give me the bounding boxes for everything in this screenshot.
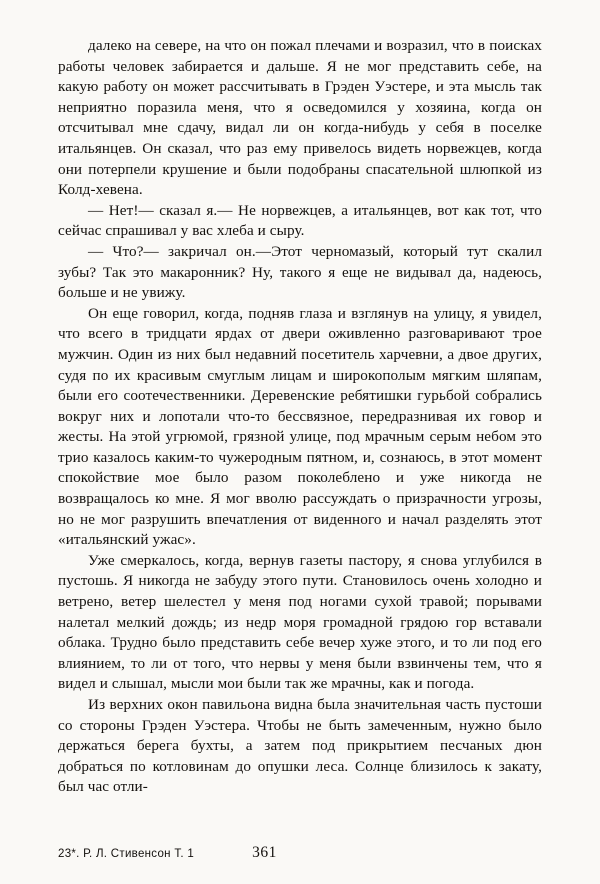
paragraph: Уже смеркалось, когда, вернув газеты пастору, я снова углубился в пустошь. Я никогда не забуду этого пути. Становилось очень холодно и ветрено, ветер шелестел у меня под ногами сухой травой; порывами налетал мелкий дождь; из недр моря громадной грядою гор вставали облака. Трудно было представить себе вечер хуже этого, и то ли под его влиянием, то ли от того, что нервы у меня были взвинчены тем, что я видел и слышал, мысли мои были так же мрачны, как и погода. (58, 551, 542, 693)
paragraph: Из верхних окон павильона видна была значительная часть пустоши со стороны Грэден Уэстера. Чтобы не быть замеченным, нужно было держаться берега бухты, а затем под прикрытием песчаных дюн добраться по котловинам до опушки леса. Солнце близилось к закату, был час отли- (58, 696, 542, 796)
page-body (58, 36, 542, 798)
page-number: 361 (252, 844, 277, 861)
paragraph: — Нет!— сказал я.— Не норвежцев, а итальянцев, вот как тот, что сейчас спрашивал у вас хлеба и сыру. (58, 201, 542, 240)
paragraph: Он еще говорил, когда, подняв глаза и взглянув на улицу, я увидел, что всего в тридцати ярдах от двери оживленно разговаривают трое мужчин. Один из них был недавний посетитель харчевни, а двое других, судя по их красивым смуглым лицам и широкополым мягким шляпам, были его соотечественники. Деревенские ребятишки гурьбой собрались вокруг них и лопотали что-то бессвязное, передразнивая их говор и жесты. На этой угрюмой, грязной улице, под мрачным серым небом это трио казалось каким-то чужеродным пятном, и, сознаюсь, в этот момент спокойствие мое было разом поколеблено и уже никогда не возвращалось ко мне. Я мог вволю рассуждать о призрачности угрозы, но не мог разрушить впечатления от виденного и начал разделять этот «итальянский ужас». (58, 304, 542, 549)
footer-signature: 23*. Р. Л. Стивенсон Т. 1 (58, 848, 195, 860)
page-footer (58, 844, 542, 862)
paragraph: далеко на севере, на что он пожал плечами и возразил, что в поисках работы человек забирается и дальше. Я не мог представить себе, на какую работу он может рассчитывать в Грэден Уэстере, и эта мысль так неприятно поразила меня, что я осведомился у хозяина, когда он отсчитывал мне сдачу, видал ли он когда-нибудь у себя в поселке итальянцев. Он сказал, что раз ему привелось видеть норвежцев, когда они потерпели крушение и были подобраны спасательной шлюпкой из Колд-хевена. (58, 37, 542, 199)
paragraph: — Что?— закричал он.—Этот черномазый, который тут скалил зубы? Так это макаронник? Ну, такого я еще не видывал да, надеюсь, больше и не увижу. (58, 242, 542, 302)
